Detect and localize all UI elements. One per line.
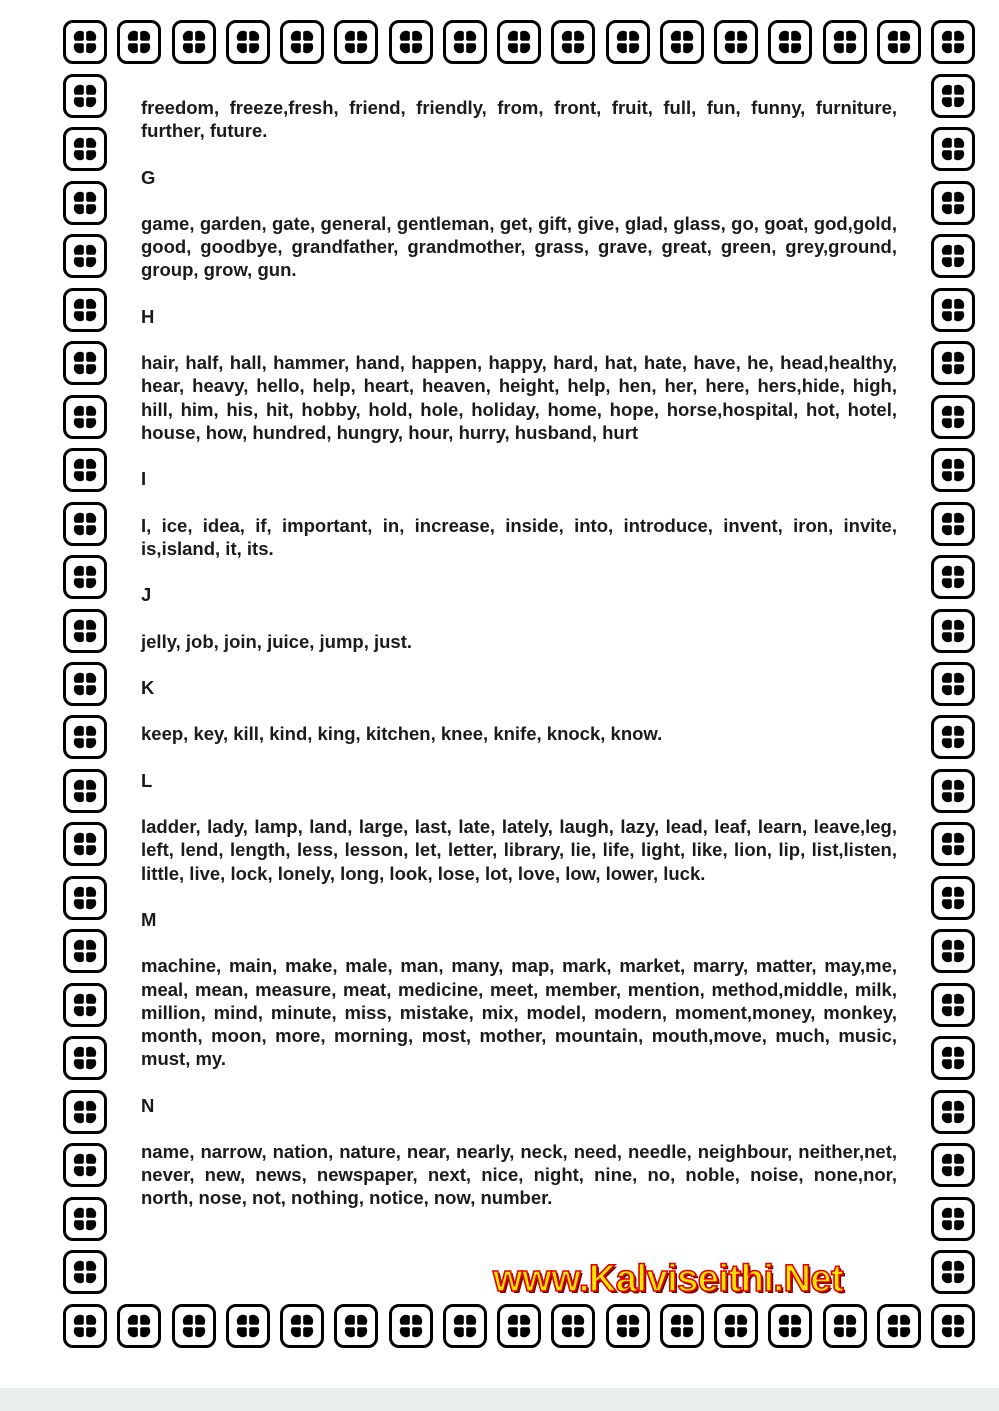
four-petal-flower-icon	[937, 1310, 969, 1342]
four-petal-flower-icon	[883, 1310, 915, 1342]
four-petal-flower-icon	[666, 1310, 698, 1342]
four-petal-flower-icon	[69, 935, 101, 967]
four-petal-flower-icon	[286, 26, 318, 58]
border-tile	[63, 502, 107, 546]
border-tile	[931, 288, 975, 332]
four-petal-flower-icon	[69, 26, 101, 58]
border-tile	[443, 20, 487, 64]
border-tile	[660, 1304, 704, 1348]
border-tile	[931, 502, 975, 546]
four-petal-flower-icon	[937, 240, 969, 272]
four-petal-flower-icon	[937, 721, 969, 753]
four-petal-flower-icon	[937, 1042, 969, 1074]
border-tile	[63, 127, 107, 171]
four-petal-flower-icon	[937, 26, 969, 58]
four-petal-flower-icon	[937, 828, 969, 860]
four-petal-flower-icon	[937, 347, 969, 379]
k-words-paragraph: keep, key, kill, kind, king, kitchen, knee, knife, knock, know.	[141, 723, 663, 745]
border-tile	[931, 74, 975, 118]
g-words-paragraph: game, garden, gate, general, gentleman, get, gift, give, glad, glass, go, goat, god,gold, good, goodbye, grandfather, grandmother, grass, grave, great, green, grey,ground, group, grow, gun.	[141, 212, 897, 281]
four-petal-flower-icon	[937, 882, 969, 914]
four-petal-flower-icon	[937, 401, 969, 433]
border-tile	[280, 20, 324, 64]
border-tile	[63, 74, 107, 118]
four-petal-flower-icon	[612, 1310, 644, 1342]
section-heading-k: K	[141, 676, 155, 698]
four-petal-flower-icon	[720, 1310, 752, 1342]
border-tile	[63, 609, 107, 653]
website-watermark[interactable]: www.Kalviseithi.Net	[493, 1258, 844, 1300]
four-petal-flower-icon	[829, 1310, 861, 1342]
m-words-paragraph: machine, main, make, male, man, many, map, mark, market, marry, matter, may,me, meal, mean, measure, meat, medicine, meet, member, mention, method,middle, milk, million, mind, minute, miss, mistake, mix, model, modern, moment,money, monkey, month, moon, more, morning, most, mother, mountain, mouth,move, much, music, must, my.	[141, 955, 897, 1070]
section-heading-i: I	[141, 468, 147, 490]
border-tile	[63, 715, 107, 759]
four-petal-flower-icon	[937, 1203, 969, 1235]
border-tile	[931, 341, 975, 385]
border-tile	[551, 1304, 595, 1348]
four-petal-flower-icon	[829, 26, 861, 58]
border-tile	[931, 1036, 975, 1080]
border-tile	[226, 20, 270, 64]
four-petal-flower-icon	[69, 133, 101, 165]
four-petal-flower-icon	[449, 26, 481, 58]
section-heading-n: N	[141, 1094, 155, 1116]
four-petal-flower-icon	[69, 668, 101, 700]
four-petal-flower-icon	[937, 1149, 969, 1181]
border-tile	[63, 288, 107, 332]
border-tile	[63, 1090, 107, 1134]
four-petal-flower-icon	[69, 401, 101, 433]
border-tile	[497, 20, 541, 64]
border-tile	[280, 1304, 324, 1348]
border-tile	[660, 20, 704, 64]
border-tile	[63, 555, 107, 599]
four-petal-flower-icon	[395, 1310, 427, 1342]
four-petal-flower-icon	[123, 1310, 155, 1342]
border-tile	[931, 20, 975, 64]
four-petal-flower-icon	[503, 1310, 535, 1342]
section-heading-m: M	[141, 908, 157, 930]
four-petal-flower-icon	[937, 935, 969, 967]
four-petal-flower-icon	[69, 721, 101, 753]
four-petal-flower-icon	[123, 26, 155, 58]
four-petal-flower-icon	[69, 240, 101, 272]
border-tile	[389, 20, 433, 64]
border-tile	[63, 1143, 107, 1187]
border-tile	[63, 929, 107, 973]
four-petal-flower-icon	[69, 989, 101, 1021]
four-petal-flower-icon	[69, 508, 101, 540]
four-petal-flower-icon	[937, 775, 969, 807]
section-heading-h: H	[141, 305, 155, 327]
border-tile	[714, 1304, 758, 1348]
four-petal-flower-icon	[340, 26, 372, 58]
four-petal-flower-icon	[503, 26, 535, 58]
four-petal-flower-icon	[69, 1256, 101, 1288]
border-tile	[931, 555, 975, 599]
four-petal-flower-icon	[232, 26, 264, 58]
four-petal-flower-icon	[937, 294, 969, 326]
four-petal-flower-icon	[69, 294, 101, 326]
four-petal-flower-icon	[449, 1310, 481, 1342]
border-tile	[63, 983, 107, 1027]
four-petal-flower-icon	[286, 1310, 318, 1342]
f-words-paragraph: freedom, freeze,fresh, friend, friendly, from, front, fruit, full, fun, funny, furniture, further, future.	[141, 97, 897, 142]
four-petal-flower-icon	[69, 187, 101, 219]
four-petal-flower-icon	[69, 454, 101, 486]
four-petal-flower-icon	[937, 1096, 969, 1128]
border-tile	[63, 1036, 107, 1080]
l-words-paragraph: ladder, lady, lamp, land, large, last, late, lately, laugh, lazy, lead, leaf, learn, leave,leg, left, lend, length, less, lesson, let, letter, library, lie, life, light, like, lion, lip, list,listen, little, live, lock, lonely, long, look, lose, lot, love, low, lower, luck.	[141, 816, 897, 884]
four-petal-flower-icon	[774, 1310, 806, 1342]
border-tile	[931, 234, 975, 278]
four-petal-flower-icon	[69, 615, 101, 647]
border-tile	[63, 20, 107, 64]
four-petal-flower-icon	[937, 989, 969, 1021]
border-tile	[63, 1250, 107, 1294]
four-petal-flower-icon	[178, 26, 210, 58]
border-tile	[63, 876, 107, 920]
four-petal-flower-icon	[937, 187, 969, 219]
four-petal-flower-icon	[937, 1256, 969, 1288]
border-tile	[63, 234, 107, 278]
section-heading-l: L	[141, 769, 153, 791]
border-tile	[931, 822, 975, 866]
border-tile	[389, 1304, 433, 1348]
border-tile	[931, 609, 975, 653]
border-tile	[63, 448, 107, 492]
border-tile	[117, 1304, 161, 1348]
border-tile	[172, 20, 216, 64]
border-tile	[443, 1304, 487, 1348]
border-tile	[931, 127, 975, 171]
border-tile	[931, 1197, 975, 1241]
four-petal-flower-icon	[937, 561, 969, 593]
border-tile	[714, 20, 758, 64]
border-tile	[931, 395, 975, 439]
border-tile	[768, 20, 812, 64]
border-tile	[63, 822, 107, 866]
four-petal-flower-icon	[720, 26, 752, 58]
four-petal-flower-icon	[557, 1310, 589, 1342]
border-tile	[768, 1304, 812, 1348]
border-tile	[931, 1143, 975, 1187]
j-words-paragraph: jelly, job, join, juice, jump, just.	[141, 630, 413, 652]
border-tile	[226, 1304, 270, 1348]
four-petal-flower-icon	[937, 80, 969, 112]
four-petal-flower-icon	[69, 561, 101, 593]
four-petal-flower-icon	[69, 1042, 101, 1074]
border-tile	[63, 1304, 107, 1348]
four-petal-flower-icon	[937, 508, 969, 540]
four-petal-flower-icon	[69, 347, 101, 379]
h-words-paragraph: hair, half, hall, hammer, hand, happen, happy, hard, hat, hate, have, he, head,healthy, hear, heavy, hello, help, heart, heaven, height, help, hen, her, here, hers,hide, high, hill, him, his, hit, hobby, hold, hole, holiday, home, hope, horse,hospital, hot, hotel, house, how, hundred, hungry, hour, hurry, husband, hurt	[141, 352, 897, 443]
border-tile	[63, 395, 107, 439]
border-tile	[877, 20, 921, 64]
word-list-content	[141, 96, 897, 1210]
four-petal-flower-icon	[340, 1310, 372, 1342]
four-petal-flower-icon	[937, 454, 969, 486]
border-tile	[931, 983, 975, 1027]
four-petal-flower-icon	[883, 26, 915, 58]
border-tile	[931, 662, 975, 706]
four-petal-flower-icon	[395, 26, 427, 58]
border-tile	[823, 20, 867, 64]
four-petal-flower-icon	[612, 26, 644, 58]
four-petal-flower-icon	[557, 26, 589, 58]
border-tile	[63, 181, 107, 225]
border-tile	[551, 20, 595, 64]
border-tile	[63, 341, 107, 385]
four-petal-flower-icon	[937, 133, 969, 165]
border-tile	[931, 929, 975, 973]
four-petal-flower-icon	[69, 1149, 101, 1181]
four-petal-flower-icon	[69, 1203, 101, 1235]
border-tile	[877, 1304, 921, 1348]
four-petal-flower-icon	[69, 775, 101, 807]
four-petal-flower-icon	[937, 668, 969, 700]
border-tile	[931, 715, 975, 759]
four-petal-flower-icon	[232, 1310, 264, 1342]
border-tile	[63, 662, 107, 706]
four-petal-flower-icon	[774, 26, 806, 58]
border-tile	[931, 1304, 975, 1348]
border-tile	[931, 876, 975, 920]
border-tile	[172, 1304, 216, 1348]
section-heading-j: J	[141, 584, 152, 606]
cropped-line-mask	[141, 70, 391, 92]
four-petal-flower-icon	[69, 882, 101, 914]
border-tile	[63, 769, 107, 813]
viewer-footer-strip	[0, 1388, 999, 1411]
border-tile	[823, 1304, 867, 1348]
border-tile	[606, 1304, 650, 1348]
border-tile	[497, 1304, 541, 1348]
border-tile	[334, 1304, 378, 1348]
i-words-paragraph: I, ice, idea, if, important, in, increase, inside, into, introduce, invent, iron, invite, is,island, it, its.	[141, 514, 897, 559]
border-tile	[117, 20, 161, 64]
border-tile	[334, 20, 378, 64]
border-tile	[931, 1090, 975, 1134]
n-words-paragraph: name, narrow, nation, nature, near, nearly, neck, need, needle, neighbour, neither,net, never, new, news, newspaper, next, nice, night, nine, no, noble, noise, none,nor, north, nose, not, nothing, notice, now, number.	[141, 1140, 897, 1209]
four-petal-flower-icon	[937, 615, 969, 647]
four-petal-flower-icon	[69, 1096, 101, 1128]
border-tile	[931, 448, 975, 492]
four-petal-flower-icon	[69, 1310, 101, 1342]
four-petal-flower-icon	[69, 828, 101, 860]
border-tile	[931, 1250, 975, 1294]
four-petal-flower-icon	[666, 26, 698, 58]
border-tile	[63, 1197, 107, 1241]
section-heading-g: G	[141, 166, 156, 188]
four-petal-flower-icon	[178, 1310, 210, 1342]
border-tile	[931, 181, 975, 225]
four-petal-flower-icon	[69, 80, 101, 112]
border-tile	[606, 20, 650, 64]
border-tile	[931, 769, 975, 813]
